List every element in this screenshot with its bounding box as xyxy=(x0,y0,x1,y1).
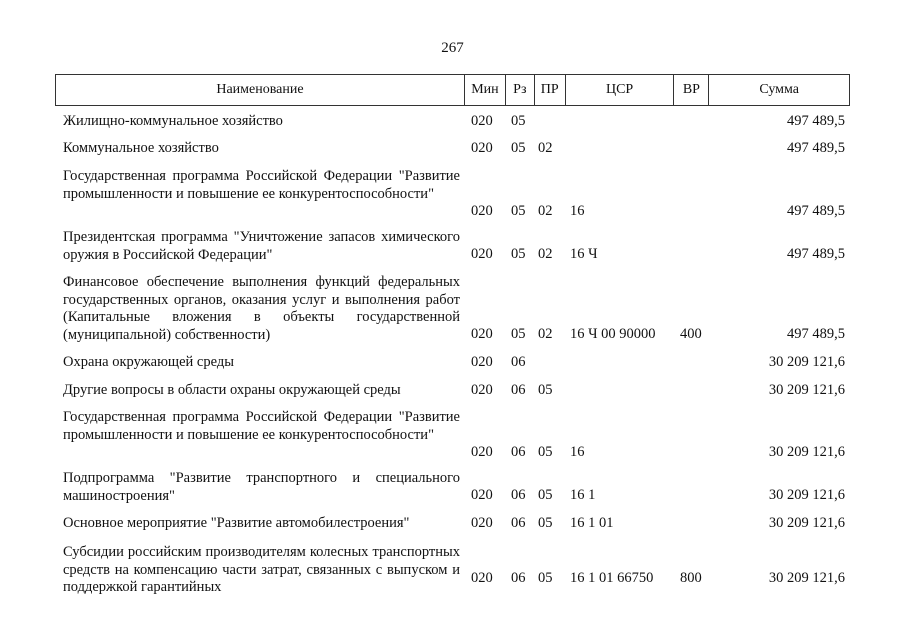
row-min: 020 xyxy=(471,444,493,460)
row-sum: 497 489,5 xyxy=(787,326,845,342)
row-min: 020 xyxy=(471,354,493,370)
row-csr: 16 Ч 00 90000 xyxy=(570,326,656,342)
row-min: 020 xyxy=(471,487,493,503)
row-sum: 30 209 121,6 xyxy=(768,570,845,586)
row-name: Финансовое обеспечение выполнения функций федеральных государственных органов, оказания услуг и выполнения работ (Капитальные вложения в объекты государственной (муниципальной) собственности) xyxy=(63,274,460,343)
row-csr: 16 xyxy=(570,203,585,219)
row-name: Подпрограмма "Развитие транспортного и специального машиностроения" xyxy=(63,470,460,504)
row-sum: 497 489,5 xyxy=(787,113,845,129)
row-rz: 06 xyxy=(511,570,526,586)
row-rz: 05 xyxy=(511,326,526,342)
row-rz: 06 xyxy=(511,354,526,370)
row-name: Основное мероприятие "Развитие автомобилестроения" xyxy=(63,515,410,531)
row-min: 020 xyxy=(471,113,493,129)
row-min: 020 xyxy=(471,246,493,262)
row-rz: 06 xyxy=(511,515,526,531)
row-vr: 800 xyxy=(680,570,702,586)
row-min: 020 xyxy=(471,515,493,531)
row-min: 020 xyxy=(471,140,493,156)
row-name: Субсидии российским производителям колесных транспортных средств на компенсацию части затрат, связанных с выпуском и поддержкой гарантийных xyxy=(63,544,460,595)
row-sum: 30 209 121,6 xyxy=(768,354,845,370)
row-rz: 06 xyxy=(511,444,526,460)
row-name: Охрана окружающей среды xyxy=(63,354,234,370)
row-pr: 05 xyxy=(538,487,553,503)
row-csr: 16 xyxy=(570,444,585,460)
row-pr: 05 xyxy=(538,515,553,531)
row-rz: 06 xyxy=(511,487,526,503)
row-pr: 02 xyxy=(538,326,553,342)
row-sum: 497 489,5 xyxy=(787,140,845,156)
row-csr: 16 1 01 66750 xyxy=(570,570,654,586)
row-pr: 05 xyxy=(538,444,553,460)
row-name: Государственная программа Российской Федерации "Развитие промышленности и повышение ее конкурентоспособности" xyxy=(63,168,460,202)
row-vr: 400 xyxy=(680,326,702,342)
row-name: Жилищно-коммунальное хозяйство xyxy=(63,113,283,129)
row-rz: 05 xyxy=(511,140,526,156)
row-sum: 497 489,5 xyxy=(787,203,845,219)
row-sum: 30 209 121,6 xyxy=(768,515,845,531)
header-vr: ВР xyxy=(674,75,709,105)
header-name: Наименование xyxy=(56,75,465,105)
row-pr: 02 xyxy=(538,140,553,156)
row-name: Коммунальное хозяйство xyxy=(63,140,219,156)
row-min: 020 xyxy=(471,570,493,586)
row-csr: 16 Ч xyxy=(570,246,598,262)
row-pr: 02 xyxy=(538,246,553,262)
header-sum: Сумма xyxy=(759,82,799,97)
row-rz: 05 xyxy=(511,246,526,262)
row-rz: 06 xyxy=(511,382,526,398)
row-csr: 16 1 xyxy=(570,487,596,503)
row-rz: 05 xyxy=(511,203,526,219)
row-sum: 497 489,5 xyxy=(787,246,845,262)
row-name: Другие вопросы в области охраны окружающей среды xyxy=(63,382,401,398)
row-name: Государственная программа Российской Федерации "Развитие промышленности и повышение ее конкурентоспособности" xyxy=(63,409,460,443)
header-rz: Рз xyxy=(506,75,535,105)
page-number: 267 xyxy=(441,40,464,56)
row-rz: 05 xyxy=(511,113,526,129)
row-min: 020 xyxy=(471,203,493,219)
row-pr: 02 xyxy=(538,203,553,219)
row-min: 020 xyxy=(471,382,493,398)
header-pr: ПР xyxy=(535,75,566,105)
row-min: 020 xyxy=(471,326,493,342)
row-sum: 30 209 121,6 xyxy=(768,444,845,460)
header-csr: ЦСР xyxy=(566,75,675,105)
row-sum: 30 209 121,6 xyxy=(768,487,845,503)
row-pr: 05 xyxy=(538,570,553,586)
row-name: Президентская программа "Уничтожение запасов химического оружия в Российской Федерации" xyxy=(63,229,460,263)
header-min: Мин xyxy=(465,75,506,105)
row-csr: 16 1 01 xyxy=(570,515,614,531)
row-sum: 30 209 121,6 xyxy=(768,382,845,398)
row-pr: 05 xyxy=(538,382,553,398)
